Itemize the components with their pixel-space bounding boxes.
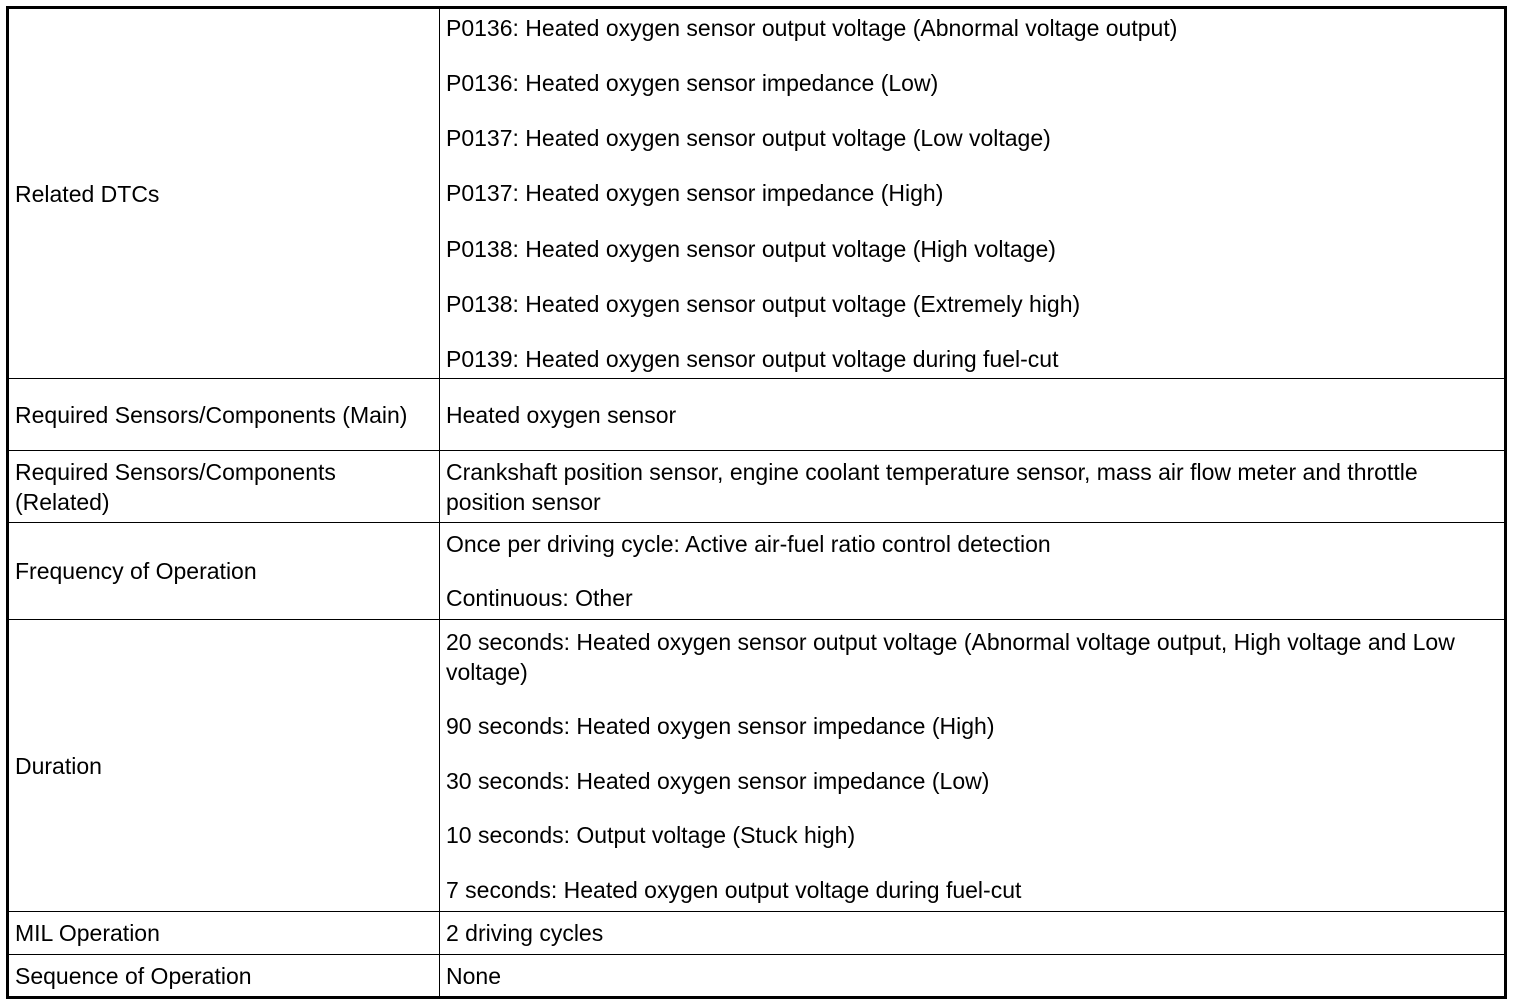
row-value: Heated oxygen sensor <box>440 379 1506 451</box>
duration-line: 30 seconds: Heated oxygen sensor impedance (Low) <box>446 767 990 794</box>
duration-line: 20 seconds: Heated oxygen sensor output voltage (Abnormal voltage output, High voltage and Low voltage) <box>446 628 1455 685</box>
row-label: Frequency of Operation <box>8 523 440 620</box>
dtc-line: P0138: Heated oxygen sensor output voltage (Extremely high) <box>446 290 1081 317</box>
table-row-required-related <box>8 451 1506 523</box>
duration-line: 10 seconds: Output voltage (Stuck high) <box>446 822 856 848</box>
row-value-cell <box>440 523 1506 620</box>
row-value: 2 driving cycles <box>440 912 1506 955</box>
duration-line: 7 seconds: Heated oxygen output voltage during fuel-cut <box>446 876 1022 903</box>
row-label: Sequence of Operation <box>8 955 440 998</box>
duration-line: 90 seconds: Heated oxygen sensor impedance (High) <box>446 713 995 739</box>
table-row-mil-operation <box>8 912 1506 955</box>
table-row-frequency <box>8 523 1506 620</box>
row-value-cell <box>440 8 1506 379</box>
dtc-line: P0136: Heated oxygen sensor impedance (Low) <box>446 70 939 97</box>
dtc-line: P0138: Heated oxygen sensor output voltage (High voltage) <box>446 235 1056 262</box>
row-value: None <box>440 955 1506 998</box>
row-value: Crankshaft position sensor, engine coolant temperature sensor, mass air flow meter and throttle position sensor <box>440 451 1506 523</box>
row-label: Required Sensors/Components (Main) <box>8 379 440 451</box>
dtc-line: P0137: Heated oxygen sensor output voltage (Low voltage) <box>446 125 1051 152</box>
table-row-related-dtcs <box>8 8 1506 379</box>
row-value-cell <box>440 620 1506 912</box>
table-row-duration <box>8 620 1506 912</box>
frequency-line: Continuous: Other <box>446 585 633 611</box>
dtc-line: P0136: Heated oxygen sensor output voltage (Abnormal voltage output) <box>446 15 1178 41</box>
spec-table <box>6 6 1507 999</box>
dtc-line: P0139: Heated oxygen sensor output voltage during fuel-cut <box>446 345 1059 372</box>
table-row-required-main <box>8 379 1506 451</box>
frequency-line: Once per driving cycle: Active air-fuel ratio control detection <box>446 531 1051 557</box>
row-label: MIL Operation <box>8 912 440 955</box>
dtc-line: P0137: Heated oxygen sensor impedance (High) <box>446 180 944 207</box>
row-label: Duration <box>8 620 440 912</box>
row-label: Related DTCs <box>8 8 440 379</box>
row-label: Required Sensors/Components (Related) <box>8 451 440 523</box>
table-row-sequence-of-operation <box>8 955 1506 998</box>
